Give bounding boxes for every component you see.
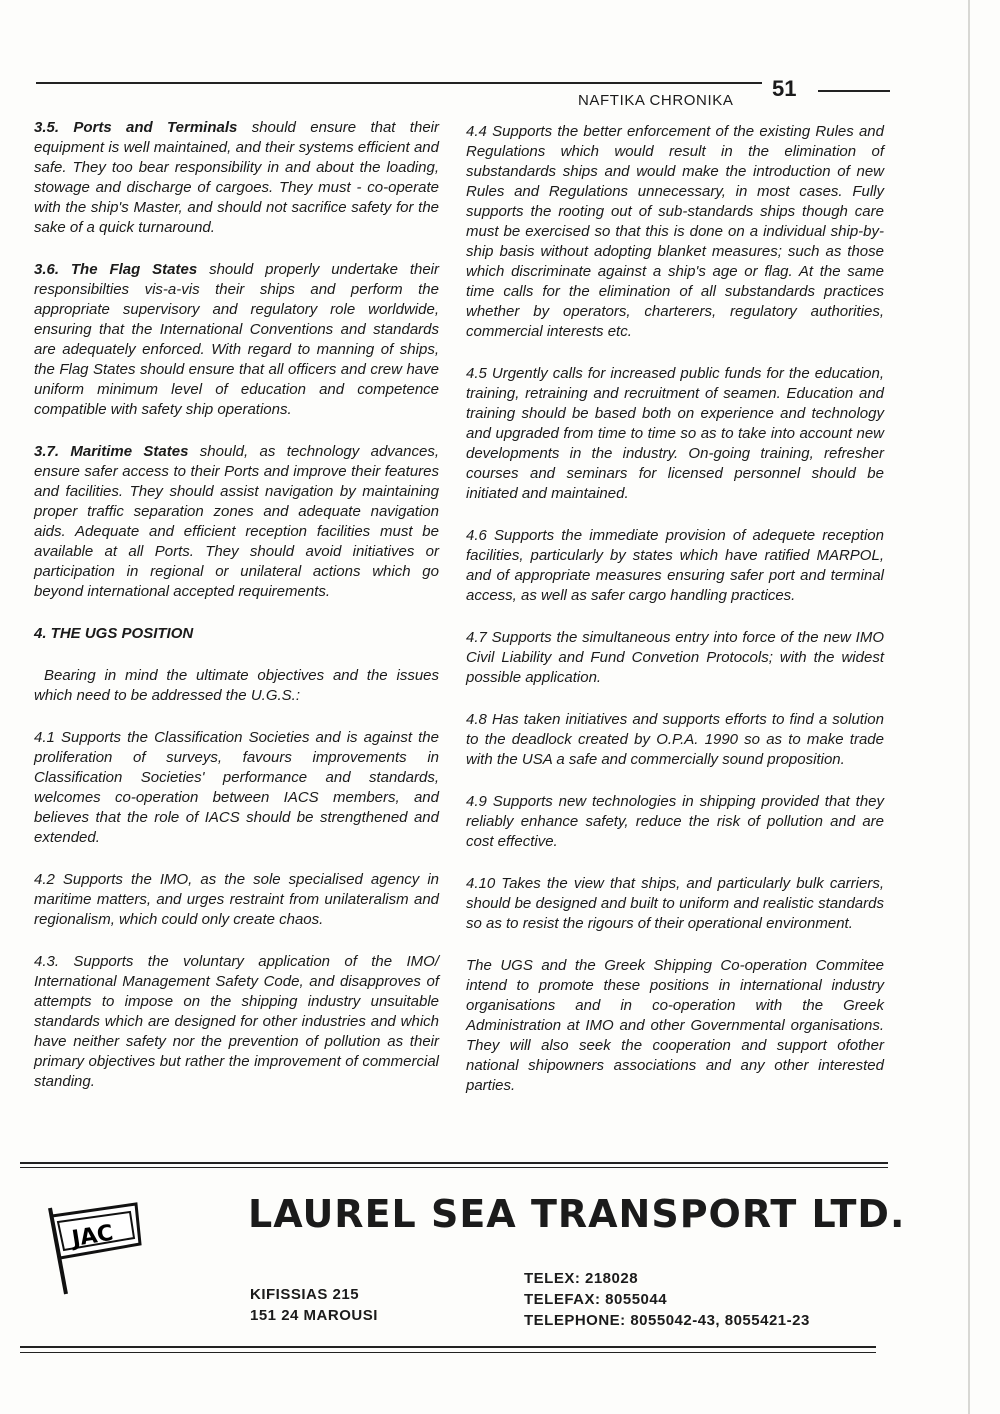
paragraph-4-4: 4.4 Supports the better enforcement of the existing Rules and Regulations which would result in the elimination of substandards ships and would make the introduction of new Rules and Regulations unnecessary, in most cases. Fully supports the rooting out of sub-standards ships though care must be exercised so that this is done on a individual ship-by-ship basis without adopting blanket measures; such as those which discriminate against a ship's age or flag. At the same time calls for the elimination of all substandards practices whether by operators, charterers, regulatory authorities, commercial interests etc. — [466, 123, 884, 340]
paragraph-3-5 — [34, 118, 439, 238]
header-rule-right — [818, 90, 890, 92]
ad-rule-bottom — [20, 1346, 876, 1348]
paragraph-4-2: 4.2 Supports the IMO, as the sole specialised agency in maritime matters, and urges restraint from unilateralism and regionalism, which could only create chaos. — [34, 871, 439, 928]
paragraph-3-7 — [34, 442, 439, 602]
paragraph-4-8: 4.8 Has taken initiatives and supports efforts to find a solution to the deadlock created by O.P.A. 1990 so as to make trade with the USA a safe and commercially sound proposition. — [466, 711, 884, 768]
ad-rule-top-thin — [20, 1167, 888, 1168]
paragraph-3-5-lead: 3.5. Ports and Terminals — [34, 119, 238, 136]
ad-rule-top — [20, 1162, 888, 1164]
page-edge-shadow — [968, 0, 970, 1414]
paragraph-3-6-lead: 3.6. The Flag States — [34, 261, 198, 278]
paragraph-4-6: 4.6 Supports the immediate provision of adequete reception facilities, particularly by states which have ratified MARPOL, and of appropriate measures ensuring safer port and terminal access, as well as safer cargo handling practices. — [466, 527, 884, 604]
paragraph-3-7-text: should, as technology advances, ensure safer access to their Ports and improve their features and facilities. They should assist navigation by maintaining proper traffic separation zones and adequate navigation aids. Adequate and efficient reception facilities must be available at all Ports. They should avoid initiatives or participation in regional or unilateral actions which go beyond international accepted requirements. — [34, 443, 439, 600]
left-column — [34, 118, 439, 1114]
ad-rule-bottom-thin — [20, 1352, 876, 1353]
page-number: 51 — [772, 76, 797, 101]
ad-contacts — [524, 1268, 810, 1331]
section-heading: 4. THE UGS POSITION — [34, 625, 194, 642]
journal-title: NAFTIKA CHRONIKA — [578, 92, 734, 109]
ad-company-name: LAUREL SEA TRANSPORT LTD. — [248, 1192, 906, 1236]
telefax: TELEFAX: 8055044 — [524, 1291, 668, 1308]
paragraph-3-6-text: should properly undertake their responsibilties vis-a-vis their ships and perform the appropriate supervisory and regulatory role worldwide, ensuring that the International Conventions and standards are adequately enforced. With regard to manning of ships, the Flag States should ensure that all officers and crew have uniform minimum level of education and competence compatible with safety ship operations. — [34, 261, 439, 418]
address-line-1: KIFISSIAS 215 — [250, 1286, 360, 1303]
paragraph-3-6 — [34, 260, 439, 420]
right-column — [466, 122, 884, 1118]
paragraph-4-1: 4.1 Supports the Classification Societies and is against the proliferation of surveys, favours improvements in Classification Societies' performance and standards, welcomes co-operation between IACS members, and believes that the role of IACS should be strengthened and extended. — [34, 729, 439, 846]
header-rule-left — [36, 82, 762, 84]
telephone: TELEPHONE: 8055042-43, 8055421-23 — [524, 1312, 810, 1329]
paragraph-3-5-text: should ensure that their equipment is well maintained, and their systems efficient and safe. They too bear responsibility in and about the loading, stowage and discharge of cargoes. They must - co-operate with the ship's Master, and should not sacrifice safety for the sake of a quick turnaround. — [34, 119, 439, 236]
closing-paragraph: The UGS and the Greek Shipping Co-operation Commitee intend to promote these positions in international industry organisations and in co-operation with the Greek Administration at IMO and other Governmental organisations. They will also seek the cooperation and support ofother national shipowners associations and any other interested parties. — [466, 957, 884, 1094]
paragraph-4-10: 4.10 Takes the view that ships, and particularly bulk carriers, should be designed and built to uniform and realistic standards so as to resist the rigours of their operational environment. — [466, 875, 884, 932]
telex: TELEX: 218028 — [524, 1270, 639, 1287]
flag-logo-icon — [40, 1196, 150, 1296]
ad-address — [250, 1284, 378, 1326]
address-line-2: 151 24 MAROUSI — [250, 1307, 378, 1324]
logo-text: JAC — [70, 1220, 116, 1252]
paragraph-4-7: 4.7 Supports the simultaneous entry into force of the new IMO Civil Liability and Fund Convetion Protocols; with the widest possible application. — [466, 629, 884, 686]
paragraph-4-3: 4.3. Supports the voluntary application of the IMO/ International Management Safety Code, and disapproves of attempts to impose on the shipping industry unsuitable standards which are designed for other industries and which have neither safety nor the prevention of pollution as their primary objectives but rather the improvement of commercial standing. — [34, 953, 439, 1090]
section-intro: Bearing in mind the ultimate objectives and the issues which need to be addressed the U.G.S.: — [34, 667, 439, 704]
paragraph-4-9: 4.9 Supports new technologies in shipping provided that they reliably enhance safety, reduce the risk of pollution and are cost effective. — [466, 793, 884, 850]
paragraph-3-7-lead: 3.7. Maritime States — [34, 443, 189, 460]
paragraph-4-5: 4.5 Urgently calls for increased public funds for the education, training, retraining and recruitment of seamen. Education and training should be based both on experience and technology and upgraded from time to time so as to take into account new developments in the industry. On-going training, refresher courses and seminars for licensed personnel should be initiated and maintained. — [466, 365, 884, 502]
